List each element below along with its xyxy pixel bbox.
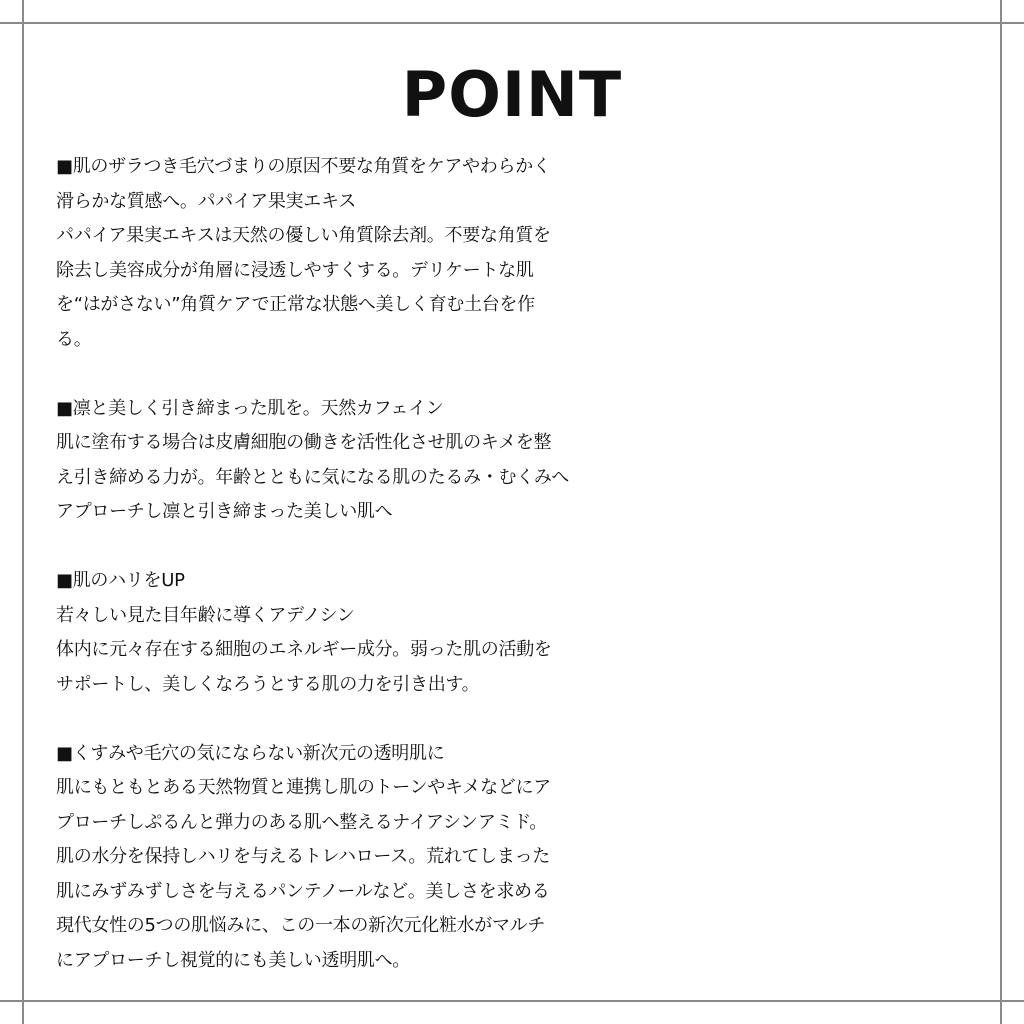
text-line: 除去し美容成分が角層に浸透しやすくする。デリケートな肌 bbox=[56, 259, 534, 281]
section-heading: ■肌のザラつき毛穴づまりの原因不要な角質をケアやわらかく bbox=[56, 156, 551, 177]
text-line: 滑らかな質感へ。パパイア果実エキス bbox=[56, 190, 356, 212]
frame-top-line bbox=[0, 22, 1024, 24]
text-line: る。 bbox=[56, 328, 92, 350]
section-caffeine bbox=[56, 392, 976, 530]
point-content bbox=[56, 150, 976, 978]
section-niacinamide bbox=[56, 737, 976, 979]
text-line: サポートし、美しくなろうとする肌の力を引き出す。 bbox=[56, 673, 480, 695]
text-line: にアプローチし視覚的にも美しい透明肌へ。 bbox=[56, 949, 410, 971]
frame-right-line bbox=[1000, 0, 1002, 1024]
text-line: パパイア果実エキスは天然の優しい角質除去剤。不要な角質を bbox=[56, 225, 551, 246]
section-heading: ■凛と美しく引き締まった肌を。天然カフェイン bbox=[56, 397, 444, 419]
page-title: POINT bbox=[401, 58, 623, 131]
text-line: 肌にみずみずしさを与えるパンテノールなど。美しさを求める bbox=[56, 880, 550, 902]
text-line: を“はがさない”角質ケアで正常な状態へ美しく育む土台を作 bbox=[56, 294, 535, 315]
text-line: 肌の水分を保持しハリを与えるトレハロース。荒れてしまった bbox=[56, 846, 550, 867]
text-line: アプローチし凛と引き締まった美しい肌へ bbox=[56, 501, 393, 522]
frame-left-line bbox=[22, 0, 24, 1024]
text-line: 体内に元々存在する細胞のエネルギー成分。弱った肌の活動を bbox=[56, 639, 552, 660]
text-line: 肌に塗布する場合は皮膚細胞の働きを活性化させ肌のキメを整 bbox=[56, 432, 552, 453]
section-heading: ■肌のハリをUP bbox=[56, 570, 185, 591]
text-line: プローチしぷるんと弾力のある肌へ整えるナイアシンアミド。 bbox=[56, 811, 548, 833]
text-line: 若々しい見た目年齢に導くアデノシン bbox=[56, 604, 355, 626]
text-line: 現代女性の5つの肌悩みに、この一本の新次元化粧水がマルチ bbox=[56, 915, 546, 936]
section-adenosine bbox=[56, 564, 976, 702]
text-line: え引き締める力が。年齢とともに気になる肌のたるみ・むくみへ bbox=[56, 466, 569, 488]
section-papaya bbox=[56, 150, 976, 357]
frame-bottom-line bbox=[0, 1000, 1024, 1002]
text-line: 肌にもともとある天然物質と連携し肌のトーンやキメなどにア bbox=[56, 777, 551, 798]
section-heading: ■くすみや毛穴の気にならない新次元の透明肌に bbox=[56, 742, 445, 764]
